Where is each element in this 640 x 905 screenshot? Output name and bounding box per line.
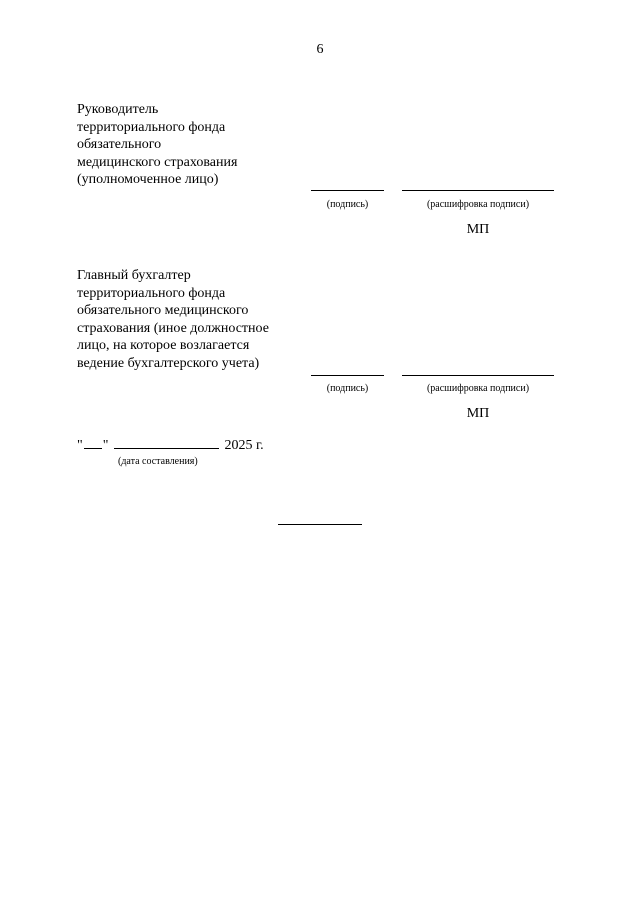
head-signature-caption: (подпись)	[326, 199, 369, 210]
head-title-line: Руководитель	[77, 102, 159, 117]
head-decoding-caption: (расшифровка подписи)	[426, 199, 530, 210]
accountant-signature-caption: (подпись)	[326, 383, 369, 394]
accountant-seal-label: МП	[466, 406, 490, 421]
head-title-line: обязательного	[77, 137, 162, 152]
date-row	[77, 436, 264, 454]
document-end-line	[278, 524, 362, 525]
accountant-title-line: обязательного медицинского	[77, 303, 249, 318]
date-year: 2025 г.	[224, 438, 264, 453]
accountant-title	[77, 267, 269, 372]
date-quote-close: "	[102, 438, 109, 453]
accountant-title-line: территориального фонда	[77, 285, 226, 301]
head-seal-label: МП	[466, 222, 490, 237]
accountant-title-line: Главный бухгалтер	[77, 268, 191, 283]
date-quote-open: "	[77, 438, 83, 453]
head-title-line: (уполномоченное лицо)	[77, 172, 219, 187]
accountant-title-line: ведение бухгалтерского учета)	[77, 355, 260, 371]
head-title-line: медицинского страхования	[77, 154, 238, 170]
head-title	[77, 101, 237, 189]
accountant-title-line: лицо, на которое возлагается	[77, 338, 250, 353]
head-decoding-line	[402, 190, 554, 191]
accountant-decoding-line	[402, 375, 554, 376]
date-day-blank	[84, 436, 102, 449]
accountant-decoding-caption: (расшифровка подписи)	[426, 383, 530, 394]
page-number: 6	[316, 42, 324, 57]
accountant-title-line: страхования (иное должностное	[77, 320, 269, 336]
date-caption: (дата составления)	[118, 456, 198, 467]
head-signature-line	[311, 190, 384, 191]
head-title-line: территориального фонда	[77, 119, 226, 135]
date-month-blank	[114, 436, 219, 449]
accountant-signature-line	[311, 375, 384, 376]
